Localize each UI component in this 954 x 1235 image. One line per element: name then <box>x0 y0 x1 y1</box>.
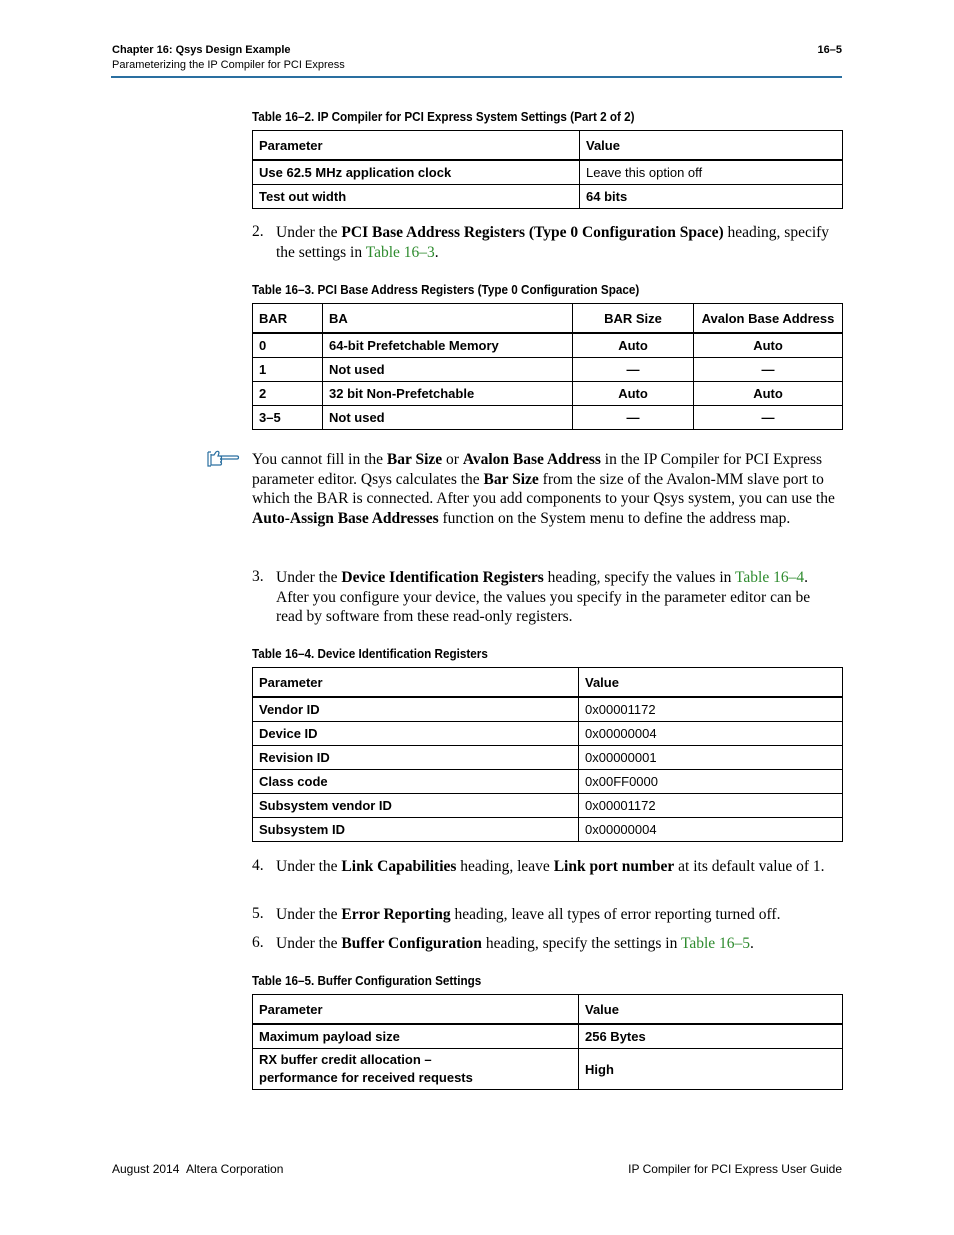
table-row <box>253 185 843 209</box>
text: or <box>442 451 463 468</box>
note-text <box>252 450 838 528</box>
footer-guide-title: IP Compiler for PCI Express User Guide <box>628 1162 842 1176</box>
step-number: 4. <box>252 857 264 874</box>
table-header-row <box>253 131 843 161</box>
table-cell: 0x00000004 <box>579 722 843 746</box>
table-cell: 64-bit Prefetchable Memory <box>323 333 573 358</box>
text: heading, leave <box>456 858 554 875</box>
header-rule <box>111 76 842 78</box>
table-row <box>253 697 843 722</box>
table-cell: 64 bits <box>580 185 843 209</box>
table-cell: 0x00FF0000 <box>579 770 843 794</box>
footer-company: Altera Corporation <box>186 1162 284 1176</box>
text: heading, leave all types of error reporting turned off. <box>450 906 781 923</box>
table-cell: Auto <box>694 333 843 358</box>
table-header-row <box>253 995 843 1025</box>
table-row <box>253 770 843 794</box>
table-row <box>253 160 843 185</box>
bold-text: Error Reporting <box>341 906 451 923</box>
footer-date: August 2014 <box>112 1162 180 1176</box>
table-row <box>253 746 843 770</box>
table-cell: Auto <box>573 382 694 406</box>
table-cell: Leave this option off <box>580 160 843 185</box>
column-header: Value <box>580 131 843 161</box>
table-header-row <box>253 668 843 698</box>
table-cell: 1 <box>253 358 323 382</box>
bold-text: Link Capabilities <box>341 858 457 875</box>
step-text <box>276 223 836 262</box>
table-cell: — <box>573 406 694 430</box>
bold-text: Bar Size <box>483 470 539 488</box>
table-link[interactable]: Table 16–4 <box>735 569 805 586</box>
text: function on the System menu to define the address map. <box>438 509 791 527</box>
table-cell: 2 <box>253 382 323 406</box>
column-header: Parameter <box>253 131 580 161</box>
bold-text: Buffer Configuration <box>341 935 482 952</box>
table-row <box>253 406 843 430</box>
column-header: Value <box>579 995 843 1025</box>
cell-line: RX buffer credit allocation – <box>259 1052 432 1067</box>
table-cell: — <box>694 358 843 382</box>
text: You cannot fill in the <box>252 451 387 468</box>
column-header: BAR Size <box>573 304 694 334</box>
text: Under the <box>276 858 342 875</box>
table-cell: Test out width <box>253 185 580 209</box>
table-cell: Not used <box>323 358 573 382</box>
bold-text: PCI Base Address Registers (Type 0 Configuration Space) <box>341 224 724 241</box>
table-cell: High <box>579 1049 843 1090</box>
table-cell: Auto <box>694 382 843 406</box>
bold-text: Bar Size <box>386 451 443 468</box>
text: at its default value of 1. <box>674 858 825 875</box>
text: . <box>750 935 754 952</box>
column-header: BA <box>323 304 573 334</box>
table-caption: Table 16–2. IP Compiler for PCI Express System Settings (Part 2 of 2) <box>252 109 635 124</box>
bold-text: Avalon Base Address <box>462 451 601 468</box>
column-header: Parameter <box>253 995 579 1025</box>
table-link[interactable]: Table 16–3 <box>365 243 435 261</box>
text: heading, specify the settings in <box>481 935 681 952</box>
table-cell: Not used <box>323 406 573 430</box>
table-row <box>253 1049 843 1090</box>
table-row <box>253 358 843 382</box>
table-cell: Use 62.5 MHz application clock <box>253 160 580 185</box>
device-id-table <box>252 667 843 842</box>
table-row <box>253 722 843 746</box>
table-cell: Revision ID <box>253 746 579 770</box>
section-title: Parameterizing the IP Compiler for PCI Express <box>112 59 345 71</box>
text: Under the <box>276 935 342 952</box>
table-cell <box>253 1049 579 1090</box>
bold-text: Device Identification Registers <box>341 569 544 586</box>
text: . After you configure your device, the values you specify in the parameter editor can be read by software from these read-only registers. <box>276 569 811 625</box>
table-caption: Table 16–4. Device Identification Registers <box>252 646 488 661</box>
table-cell: Subsystem ID <box>253 818 579 842</box>
table-caption: Table 16–5. Buffer Configuration Settings <box>252 973 482 988</box>
text: from the size of the Avalon-MM slave port to which the BAR is connected. After you add components to your Qsys system, you can use the <box>252 470 835 507</box>
step-text <box>276 568 816 627</box>
table-row <box>253 382 843 406</box>
bold-text: Link port number <box>553 858 675 875</box>
step-number: 5. <box>252 905 264 922</box>
table-cell: 0x00001172 <box>579 697 843 722</box>
table-cell: 32 bit Non-Prefetchable <box>323 382 573 406</box>
step-number: 6. <box>252 934 264 951</box>
text: heading, specify the values in <box>543 569 735 586</box>
text: heading, specify the settings in <box>276 224 830 261</box>
page-number: 16–5 <box>817 44 842 56</box>
pointing-hand-icon <box>206 448 240 473</box>
text: Under the <box>276 224 342 241</box>
text: Under the <box>276 569 342 586</box>
cell-line: performance for received requests <box>259 1070 473 1085</box>
column-header: BAR <box>253 304 323 334</box>
column-header: Value <box>579 668 843 698</box>
table-cell: Subsystem vendor ID <box>253 794 579 818</box>
system-settings-table <box>252 130 843 209</box>
column-header: Avalon Base Address <box>694 304 843 334</box>
table-cell: Vendor ID <box>253 697 579 722</box>
step-text <box>276 905 842 925</box>
table-cell: Class code <box>253 770 579 794</box>
text: in the IP Compiler for PCI Express parameter editor. Qsys calculates the <box>252 451 823 488</box>
step-text <box>276 934 842 954</box>
table-row <box>253 818 843 842</box>
bar-table <box>252 303 843 430</box>
table-caption: Table 16–3. PCI Base Address Registers (Type 0 Configuration Space) <box>252 282 640 297</box>
buffer-config-table <box>252 994 843 1090</box>
table-cell: 0x00001172 <box>579 794 843 818</box>
table-cell: Maximum payload size <box>253 1024 579 1049</box>
bold-text: Auto-Assign Base Addresses <box>252 509 439 527</box>
table-row <box>253 794 843 818</box>
table-cell: Device ID <box>253 722 579 746</box>
text: . <box>434 243 439 261</box>
step-number: 2. <box>252 223 264 240</box>
text: Under the <box>276 906 342 923</box>
table-cell: — <box>694 406 843 430</box>
column-header: Parameter <box>253 668 579 698</box>
table-cell: Auto <box>573 333 694 358</box>
table-cell: 3–5 <box>253 406 323 430</box>
table-cell: 0 <box>253 333 323 358</box>
table-link[interactable]: Table 16–5 <box>680 935 751 952</box>
table-row <box>253 1024 843 1049</box>
chapter-title: Chapter 16: Qsys Design Example <box>112 44 291 56</box>
step-text <box>276 857 842 877</box>
step-number: 3. <box>252 568 264 585</box>
table-cell: — <box>573 358 694 382</box>
table-cell: 256 Bytes <box>579 1024 843 1049</box>
table-cell: 0x00000004 <box>579 818 843 842</box>
table-row <box>253 333 843 358</box>
table-cell: 0x00000001 <box>579 746 843 770</box>
table-header-row <box>253 304 843 334</box>
